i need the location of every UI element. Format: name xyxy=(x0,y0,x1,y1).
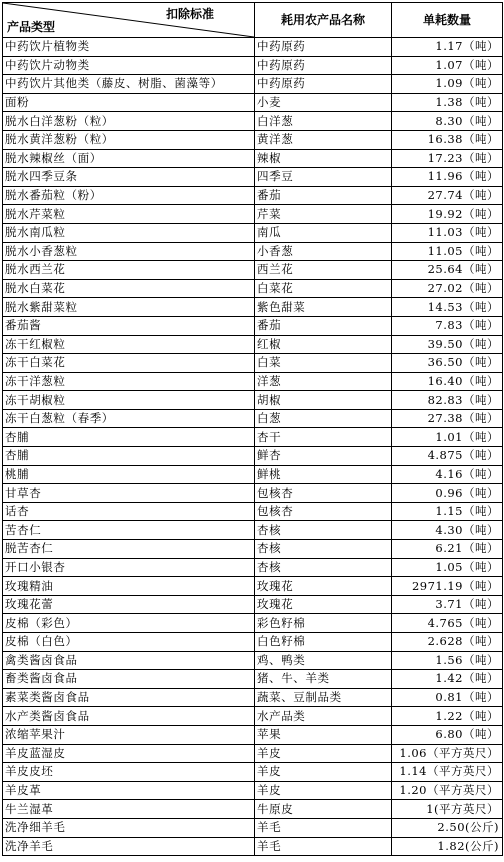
farm-product-cell: 蔬菜、豆制品类 xyxy=(255,688,392,707)
farm-product-cell: 辣椒 xyxy=(255,149,392,168)
unit-consumption-cell: 16.38（吨） xyxy=(392,130,503,149)
table-row xyxy=(3,409,503,428)
table-row xyxy=(3,633,503,652)
header-unit-consumption: 单耗数量 xyxy=(392,3,503,38)
product-type-cell: 脱水辣椒丝（面） xyxy=(3,149,255,168)
product-type-cell: 羊皮革 xyxy=(3,781,255,800)
product-type-cell: 皮棉（彩色） xyxy=(3,614,255,633)
product-type-cell: 冻干白葱粒（春季） xyxy=(3,409,255,428)
farm-product-cell: 杏干 xyxy=(255,428,392,447)
unit-consumption-cell: 1(平方英尺） xyxy=(392,800,503,819)
table-row xyxy=(3,447,503,466)
unit-consumption-cell: 27.74（吨） xyxy=(392,186,503,205)
farm-product-cell: 杏核 xyxy=(255,521,392,540)
product-type-cell: 番茄酱 xyxy=(3,316,255,335)
table-row xyxy=(3,223,503,242)
farm-product-cell: 白葱 xyxy=(255,409,392,428)
farm-product-cell: 西兰花 xyxy=(255,261,392,280)
table-row xyxy=(3,540,503,559)
product-type-cell: 脱水番茄粒（粉） xyxy=(3,186,255,205)
product-type-cell: 面粉 xyxy=(3,93,255,112)
unit-consumption-cell: 1.22（吨） xyxy=(392,707,503,726)
product-type-cell: 脱水紫甜菜粒 xyxy=(3,298,255,317)
deduction-standard-table xyxy=(2,2,503,856)
unit-consumption-cell: 1.15（吨） xyxy=(392,502,503,521)
product-type-cell: 脱水黄洋葱粉（粒） xyxy=(3,130,255,149)
unit-consumption-cell: 1.05（吨） xyxy=(392,558,503,577)
unit-consumption-cell: 0.81（吨） xyxy=(392,688,503,707)
product-type-cell: 桃脯 xyxy=(3,465,255,484)
table-row xyxy=(3,149,503,168)
farm-product-cell: 四季豆 xyxy=(255,168,392,187)
farm-product-cell: 鲜桃 xyxy=(255,465,392,484)
unit-consumption-cell: 1.01（吨） xyxy=(392,428,503,447)
farm-product-cell: 红椒 xyxy=(255,335,392,354)
product-type-cell: 冻干白菜花 xyxy=(3,354,255,373)
unit-consumption-cell: 1.07（吨） xyxy=(392,56,503,75)
unit-consumption-cell: 2.628（吨） xyxy=(392,633,503,652)
farm-product-cell: 南瓜 xyxy=(255,223,392,242)
unit-consumption-cell: 16.40（吨） xyxy=(392,372,503,391)
unit-consumption-cell: 6.21（吨） xyxy=(392,540,503,559)
product-type-cell: 脱水四季豆条 xyxy=(3,168,255,187)
unit-consumption-cell: 14.53（吨） xyxy=(392,298,503,317)
farm-product-cell: 苹果 xyxy=(255,725,392,744)
table-row xyxy=(3,837,503,856)
unit-consumption-cell: 2.50(公斤) xyxy=(392,818,503,837)
table-row xyxy=(3,818,503,837)
product-type-cell: 冻干红椒粒 xyxy=(3,335,255,354)
farm-product-cell: 番茄 xyxy=(255,316,392,335)
table-row xyxy=(3,186,503,205)
unit-consumption-cell: 1.14（平方英尺） xyxy=(392,763,503,782)
unit-consumption-cell: 0.96（吨） xyxy=(392,484,503,503)
farm-product-cell: 羊毛 xyxy=(255,818,392,837)
unit-consumption-cell: 8.30（吨） xyxy=(392,112,503,131)
diagonal-header-cell xyxy=(3,3,255,38)
unit-consumption-cell: 1.82(公斤) xyxy=(392,837,503,856)
product-type-cell: 皮棉（白色） xyxy=(3,633,255,652)
table-body xyxy=(3,38,503,856)
product-type-cell: 羊皮皮坯 xyxy=(3,763,255,782)
farm-product-cell: 玫瑰花 xyxy=(255,577,392,596)
product-type-cell: 冻干洋葱粒 xyxy=(3,372,255,391)
farm-product-cell: 彩色籽棉 xyxy=(255,614,392,633)
unit-consumption-cell: 27.38（吨） xyxy=(392,409,503,428)
unit-consumption-cell: 82.83（吨） xyxy=(392,391,503,410)
farm-product-cell: 白菜花 xyxy=(255,279,392,298)
table-row xyxy=(3,56,503,75)
farm-product-cell: 包核杏 xyxy=(255,502,392,521)
table-row xyxy=(3,707,503,726)
farm-product-cell: 中药原药 xyxy=(255,75,392,94)
header-deduction-standard: 扣除标准 xyxy=(166,7,215,21)
product-type-cell: 话杏 xyxy=(3,502,255,521)
farm-product-cell: 白洋葱 xyxy=(255,112,392,131)
farm-product-cell: 芹菜 xyxy=(255,205,392,224)
table-row xyxy=(3,205,503,224)
unit-consumption-cell: 4.30（吨） xyxy=(392,521,503,540)
farm-product-cell: 羊皮 xyxy=(255,763,392,782)
table-row xyxy=(3,800,503,819)
farm-product-cell: 小香葱 xyxy=(255,242,392,261)
unit-consumption-cell: 4.765（吨） xyxy=(392,614,503,633)
table-row xyxy=(3,595,503,614)
unit-consumption-cell: 25.64（吨） xyxy=(392,261,503,280)
product-type-cell: 洗净细羊毛 xyxy=(3,818,255,837)
farm-product-cell: 番茄 xyxy=(255,186,392,205)
product-type-cell: 开口小银杏 xyxy=(3,558,255,577)
table-row xyxy=(3,670,503,689)
table-row xyxy=(3,744,503,763)
table-row xyxy=(3,75,503,94)
unit-consumption-cell: 1.06（平方英尺） xyxy=(392,744,503,763)
table-row xyxy=(3,484,503,503)
table-row xyxy=(3,781,503,800)
product-type-cell: 素菜类酱卤食品 xyxy=(3,688,255,707)
table-row xyxy=(3,316,503,335)
table-row xyxy=(3,688,503,707)
unit-consumption-cell: 17.23（吨） xyxy=(392,149,503,168)
farm-product-cell: 白菜 xyxy=(255,354,392,373)
product-type-cell: 脱水西兰花 xyxy=(3,261,255,280)
table-row xyxy=(3,168,503,187)
farm-product-cell: 洋葱 xyxy=(255,372,392,391)
product-type-cell: 脱水白菜花 xyxy=(3,279,255,298)
table-row xyxy=(3,279,503,298)
farm-product-cell: 羊毛 xyxy=(255,837,392,856)
unit-consumption-cell: 11.03（吨） xyxy=(392,223,503,242)
unit-consumption-cell: 6.80（吨） xyxy=(392,725,503,744)
product-type-cell: 禽类酱卤食品 xyxy=(3,651,255,670)
table-row xyxy=(3,725,503,744)
table-row xyxy=(3,298,503,317)
farm-product-cell: 中药原药 xyxy=(255,56,392,75)
unit-consumption-cell: 11.05（吨） xyxy=(392,242,503,261)
table-row xyxy=(3,614,503,633)
product-type-cell: 脱水南瓜粒 xyxy=(3,223,255,242)
header-product-type: 产品类型 xyxy=(7,20,56,34)
product-type-cell: 脱水小香葱粒 xyxy=(3,242,255,261)
table-row xyxy=(3,242,503,261)
farm-product-cell: 鸡、鸭类 xyxy=(255,651,392,670)
farm-product-cell: 中药原药 xyxy=(255,38,392,57)
product-type-cell: 玫瑰精油 xyxy=(3,577,255,596)
product-type-cell: 中药饮片其他类（藤皮、树脂、菌藻等） xyxy=(3,75,255,94)
unit-consumption-cell: 2971.19（吨） xyxy=(392,577,503,596)
table-row xyxy=(3,130,503,149)
unit-consumption-cell: 11.96（吨） xyxy=(392,168,503,187)
farm-product-cell: 水产品类 xyxy=(255,707,392,726)
farm-product-cell: 杏核 xyxy=(255,540,392,559)
table-row xyxy=(3,763,503,782)
table-row xyxy=(3,558,503,577)
farm-product-cell: 杏核 xyxy=(255,558,392,577)
table-row xyxy=(3,261,503,280)
unit-consumption-cell: 1.42（吨） xyxy=(392,670,503,689)
farm-product-cell: 黄洋葱 xyxy=(255,130,392,149)
product-type-cell: 洗净羊毛 xyxy=(3,837,255,856)
product-type-cell: 冻干胡椒粒 xyxy=(3,391,255,410)
farm-product-cell: 鲜杏 xyxy=(255,447,392,466)
table-row xyxy=(3,428,503,447)
table-row xyxy=(3,651,503,670)
farm-product-cell: 牛原皮 xyxy=(255,800,392,819)
unit-consumption-cell: 27.02（吨） xyxy=(392,279,503,298)
product-type-cell: 杏脯 xyxy=(3,447,255,466)
unit-consumption-cell: 1.09（吨） xyxy=(392,75,503,94)
table-row xyxy=(3,521,503,540)
header-row xyxy=(3,3,503,38)
header-farm-product-name: 耗用农产品名称 xyxy=(255,3,392,38)
unit-consumption-cell: 4.16（吨） xyxy=(392,465,503,484)
unit-consumption-cell: 36.50（吨） xyxy=(392,354,503,373)
product-type-cell: 中药饮片植物类 xyxy=(3,38,255,57)
table-row xyxy=(3,372,503,391)
unit-consumption-cell: 1.56（吨） xyxy=(392,651,503,670)
table-row xyxy=(3,354,503,373)
product-type-cell: 苦杏仁 xyxy=(3,521,255,540)
unit-consumption-cell: 7.83（吨） xyxy=(392,316,503,335)
product-type-cell: 牛兰湿革 xyxy=(3,800,255,819)
farm-product-cell: 白色籽棉 xyxy=(255,633,392,652)
table-row xyxy=(3,502,503,521)
unit-consumption-cell: 39.50（吨） xyxy=(392,335,503,354)
unit-consumption-cell: 1.38（吨） xyxy=(392,93,503,112)
table-row xyxy=(3,93,503,112)
farm-product-cell: 羊皮 xyxy=(255,781,392,800)
product-type-cell: 杏脯 xyxy=(3,428,255,447)
table-row xyxy=(3,38,503,57)
table-row xyxy=(3,112,503,131)
product-type-cell: 甘草杏 xyxy=(3,484,255,503)
unit-consumption-cell: 1.20（平方英尺） xyxy=(392,781,503,800)
product-type-cell: 浓缩苹果汁 xyxy=(3,725,255,744)
table-row xyxy=(3,577,503,596)
product-type-cell: 脱水芹菜粒 xyxy=(3,205,255,224)
table-row xyxy=(3,335,503,354)
farm-product-cell: 猪、牛、羊类 xyxy=(255,670,392,689)
unit-consumption-cell: 1.17（吨） xyxy=(392,38,503,57)
product-type-cell: 脱水白洋葱粉（粒） xyxy=(3,112,255,131)
product-type-cell: 水产类酱卤食品 xyxy=(3,707,255,726)
unit-consumption-cell: 4.875（吨） xyxy=(392,447,503,466)
farm-product-cell: 玫瑰花 xyxy=(255,595,392,614)
product-type-cell: 玫瑰花蕾 xyxy=(3,595,255,614)
farm-product-cell: 紫色甜菜 xyxy=(255,298,392,317)
product-type-cell: 羊皮蓝湿皮 xyxy=(3,744,255,763)
farm-product-cell: 羊皮 xyxy=(255,744,392,763)
farm-product-cell: 小麦 xyxy=(255,93,392,112)
unit-consumption-cell: 3.71（吨） xyxy=(392,595,503,614)
table-row xyxy=(3,391,503,410)
product-type-cell: 脱苦杏仁 xyxy=(3,540,255,559)
table-row xyxy=(3,465,503,484)
product-type-cell: 畜类酱卤食品 xyxy=(3,670,255,689)
product-type-cell: 中药饮片动物类 xyxy=(3,56,255,75)
farm-product-cell: 包核杏 xyxy=(255,484,392,503)
unit-consumption-cell: 19.92（吨） xyxy=(392,205,503,224)
farm-product-cell: 胡椒 xyxy=(255,391,392,410)
